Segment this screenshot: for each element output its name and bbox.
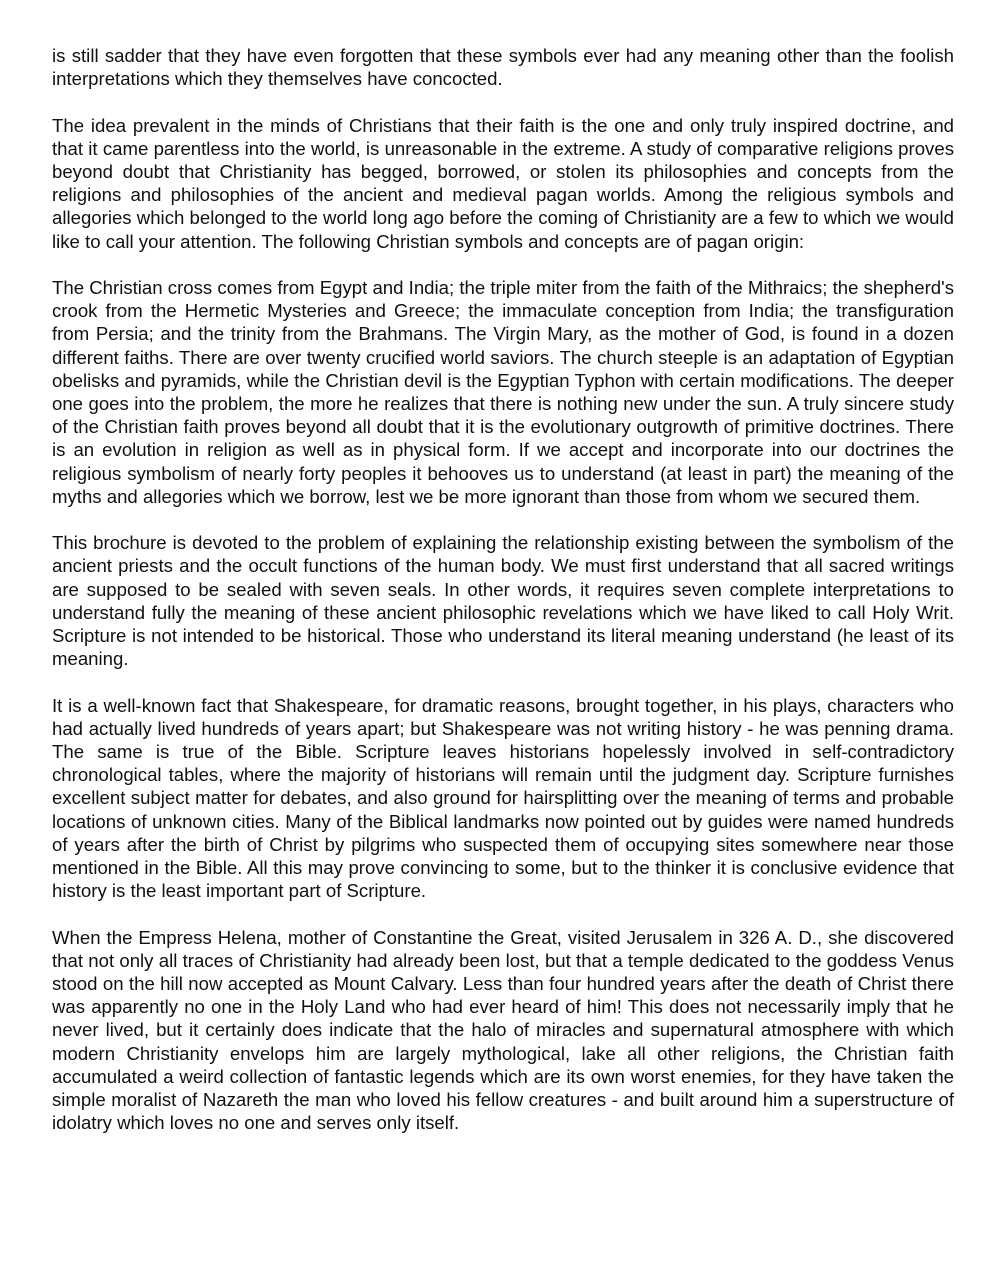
paragraph-4: This brochure is devoted to the problem of explaining the relationship existing between the symbolism of the ancient priests and the occult functions of the human body. We must first understand that all sacred writings are supposed to be sealed with seven seals. In other words, it requires seven complete interpretations to understand fully the meaning of these ancient philosophic revelations which we have liked to call Holy Writ. Scripture is not intended to be historical. Those who understand its literal meaning understand (he least of its meaning. [52, 532, 954, 670]
paragraph-1: is still sadder that they have even forgotten that these symbols ever had any meaning other than the foolish interpretations which they themselves have concocted. [52, 45, 954, 90]
paragraph-2: The idea prevalent in the minds of Christians that their faith is the one and only truly inspired doctrine, and that it came parentless into the world, is unreasonable in the extreme. A study of comparative religions proves beyond doubt that Christianity has begged, borrowed, or stolen its philosophies and concepts from the religions and philosophies of the ancient and medieval pagan worlds. Among the religious symbols and allegories which belonged to the world long ago before the coming of Christianity are a few to which we would like to call your attention. The following Christian symbols and concepts are of pagan origin: [52, 114, 954, 252]
paragraph-6: When the Empress Helena, mother of Constantine the Great, visited Jerusalem in 326 A. D., she discovered that not only all traces of Christianity had already been lost, but that a temple dedicated to the goddess Venus stood on the hill now accepted as Mount Calvary. Less than four hundred years after the death of Christ there was apparently no one in the Holy Land who had ever heard of him! This does not necessarily imply that he never lived, but it certainly does indicate that the halo of miracles and supernatural atmosphere with which modern Christianity envelops him are largely mythological, lake all other religions, the Christian faith accumulated a weird collection of fantastic legends which are its own worst enemies, for they have taken the simple moralist of Nazareth the man who loved his fellow creatures - and built around him a superstructure of idolatry which loves no one and serves only itself. [52, 926, 954, 1134]
document-page [52, 44, 954, 1134]
paragraph-3: The Christian cross comes from Egypt and India; the triple miter from the faith of the Mithraics; the shepherd's crook from the Hermetic Mysteries and Greece; the immaculate conception from India; the transfiguration from Persia; and the trinity from the Brahmans. The Virgin Mary, as the mother of God, is found in a dozen different faiths. There are over twenty crucified world saviors. The church steeple is an adaptation of Egyptian obelisks and pyramids, while the Christian devil is the Egyptian Typhon with certain modifications. The deeper one goes into the problem, the more he realizes that there is nothing new under the sun. A truly sincere study of the Christian faith proves beyond all doubt that it is the evolutionary outgrowth of primitive doctrines. There is an evolution in religion as well as in physical form. If we accept and incorporate into our doctrines the religious symbolism of nearly forty peoples it behooves us to understand (at least in part) the meaning of the myths and allegories which we borrow, lest we be more ignorant than those from whom we secured them. [52, 277, 954, 507]
paragraph-5: It is a well-known fact that Shakespeare, for dramatic reasons, brought together, in his plays, characters who had actually lived hundreds of years apart; but Shakespeare was not writing history - he was penning drama. The same is true of the Bible. Scripture leaves historians hopelessly involved in self-contradictory chronological tables, where the majority of historians will remain until the judgment day. Scripture furnishes excellent subject matter for debates, and also ground for hairsplitting over the meaning of terms and probable locations of unknown cities. Many of the Biblical landmarks now pointed out by guides were named hundreds of years after the birth of Christ by pilgrims who suspected them of occupying sites somewhere near those mentioned in the Bible. All this may prove convincing to some, but to the thinker it is conclusive evidence that history is the least important part of Scripture. [52, 694, 954, 902]
